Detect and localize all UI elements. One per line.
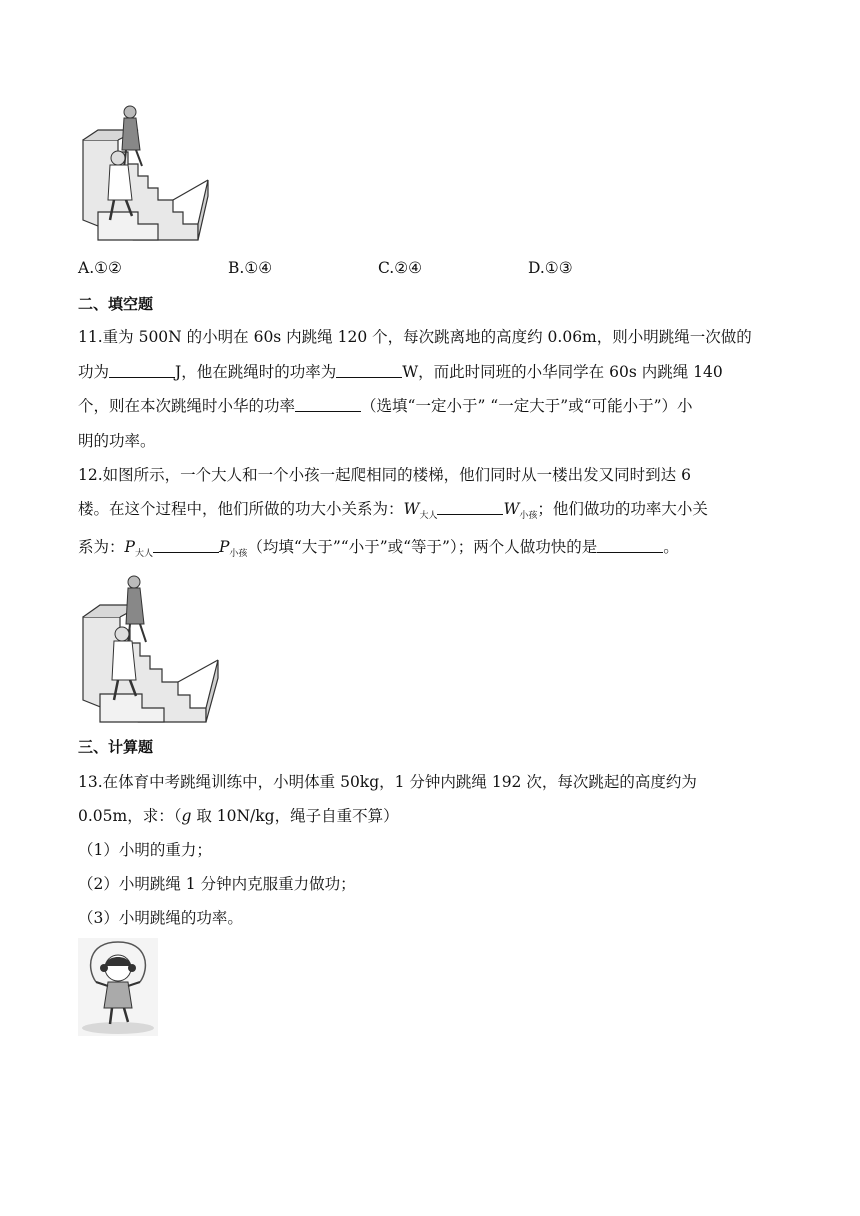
q12-line2: 楼。在这个过程中，他们所做的功大小关系为：$W_{大人}$ $W_{小孩}$；他们做功的功率大小关 (78, 500, 708, 521)
q11-line2: 功为 J，他在跳绳时的功率为 W，而此时同班的小华同学在 60s 内跳绳 140 (78, 363, 723, 381)
option-c: C.②④ (378, 259, 423, 277)
q13-line1: 13.在体育中考跳绳训练中，小明体重 50kg，1 分钟内跳绳 192 次，每次跳起的高度约为 (78, 773, 697, 791)
q11-line4: 明的功率。 (78, 432, 156, 450)
q11-line3: 个，则在本次跳绳时小华的功率 （选填“一定小于” “一定大于”或“可能小于”）小 (78, 397, 693, 415)
option-a: A.①② (78, 259, 122, 277)
answer-blank[interactable] (295, 397, 361, 412)
option-b: B.①④ (228, 259, 273, 277)
stairs-figure-1 (78, 100, 213, 245)
jump-rope-figure (78, 938, 158, 1036)
q13-sub1: （1）小明的重力； (78, 841, 212, 859)
answer-blank[interactable] (437, 500, 503, 515)
answer-blank[interactable] (109, 363, 175, 378)
section-heading-calculation: 三、计算题 (78, 738, 154, 756)
answer-blank[interactable] (153, 538, 219, 553)
q11-line1: 11.重为 500N 的小明在 60s 内跳绳 120 个，每次跳离地的高度约 0.06m，则小明跳绳一次做的 (78, 328, 752, 346)
answer-blank[interactable] (597, 538, 663, 553)
section-heading-fill-in: 二、填空题 (78, 295, 154, 313)
q13-sub2: （2）小明跳绳 1 分钟内克服重力做功； (78, 875, 356, 893)
q12-line3: 系为：$P_{大人}$ $P_{小孩}$（均填“大于”“小于”或“等于”）；两个人做功快的是 。 (78, 538, 679, 559)
q13-sub3: （3）小明跳绳的功率。 (78, 909, 243, 927)
stairs-figure-2 (78, 572, 223, 727)
q12-line1: 12.如图所示，一个大人和一个小孩一起爬相同的楼梯，他们同时从一楼出发又同时到达 6 (78, 466, 691, 484)
answer-blank[interactable] (336, 363, 402, 378)
q13-line2: 0.05m，求：（g 取 10N/kg，绳子自重不算） (78, 807, 399, 825)
option-d: D.①③ (528, 259, 573, 277)
